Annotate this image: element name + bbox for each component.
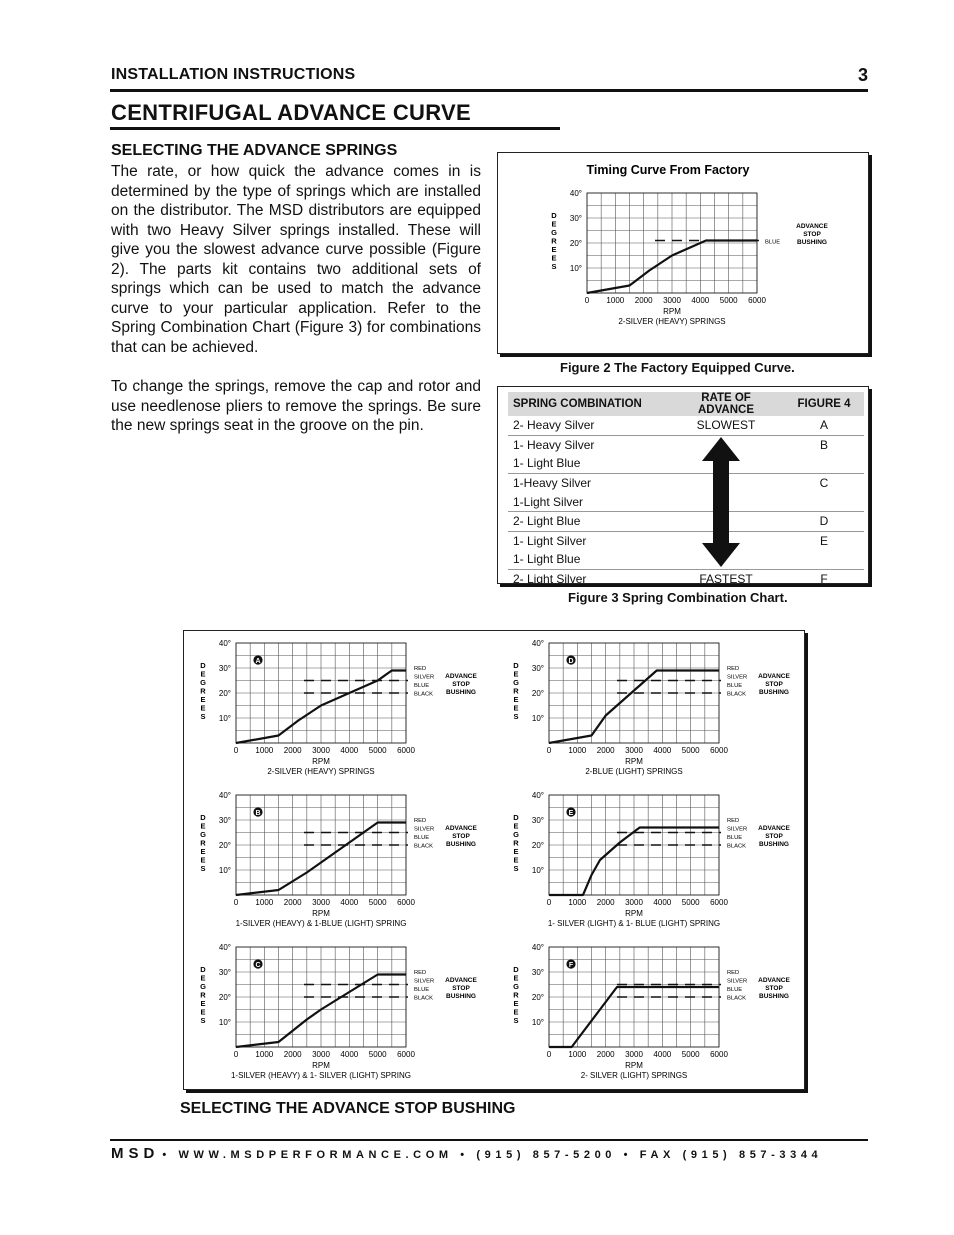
y-tick-label: 20° (218, 841, 231, 850)
y-axis-letter: G (200, 830, 206, 839)
y-axis-letter: E (513, 847, 519, 856)
bushing-label: BUSHING (446, 841, 476, 848)
y-axis-letter: R (200, 838, 206, 848)
bushing-label: BUSHING (797, 239, 827, 246)
figure-2-caption: Figure 2 The Factory Equipped Curve. (560, 360, 795, 375)
spring-cell: 1-Light Silver (508, 492, 668, 511)
chart-D (513, 639, 790, 776)
x-tick-label: 4000 (340, 1050, 359, 1059)
chart-subtitle: 2- SILVER (LIGHT) SPRINGS (580, 1071, 688, 1080)
y-tick-label: 20° (531, 841, 544, 850)
y-axis-letter: S (513, 712, 519, 721)
bushing-label: BUSHING (759, 993, 789, 1000)
paragraph-change-springs: To change the springs, remove the cap and rotor and use needlenose pliers to remove the springs. Be sure the new springs seat in the groove on the pin. (111, 378, 481, 434)
table-row (508, 569, 864, 588)
y-axis-letter: E (513, 973, 519, 983)
chart-subtitle: 2-SILVER (HEAVY) SPRINGS (618, 317, 726, 326)
header-title: INSTALLATION INSTRUCTIONS (111, 66, 356, 83)
chart-factory (551, 189, 828, 326)
x-tick-label: 6000 (710, 746, 728, 755)
y-axis-letter: E (200, 703, 206, 713)
spring-cell: 2- Light Silver (513, 572, 587, 587)
x-tick-label: 4000 (691, 296, 710, 305)
table-header-combination: SPRING COMBINATION (508, 392, 668, 416)
chart-E (513, 791, 790, 928)
y-tick-label: 10° (569, 264, 582, 273)
figure-marker-letter: B (255, 810, 261, 817)
y-axis-letter: E (200, 847, 206, 856)
x-tick-label: 0 (233, 898, 239, 907)
x-tick-label: 5000 (681, 1050, 700, 1059)
stop-label: BLUE (414, 987, 430, 993)
y-axis-letter: G (513, 678, 519, 687)
x-tick-label: 2000 (283, 898, 302, 907)
factory-timing-chart (498, 153, 868, 353)
y-axis-letter: G (551, 228, 557, 237)
stop-label: RED (727, 970, 740, 976)
y-axis-letter: D (551, 211, 557, 220)
figure-cell: B (819, 437, 828, 452)
x-tick-label: 2000 (634, 296, 653, 305)
x-tick-label: 1000 (255, 1050, 274, 1059)
subheading-stop-bushing: SELECTING THE ADVANCE STOP BUSHING (180, 1100, 516, 1117)
x-tick-label: 3000 (312, 898, 330, 907)
y-axis-letter: S (200, 712, 206, 721)
x-tick-label: 1000 (568, 898, 587, 907)
stop-label: SILVER (414, 978, 435, 985)
y-tick-label: 40° (218, 791, 231, 800)
bushing-label: BUSHING (759, 689, 789, 696)
y-axis-letter: E (200, 821, 206, 831)
stop-label: BLUE (765, 239, 781, 246)
stop-label: SILVER (727, 674, 748, 681)
table-row (508, 531, 864, 550)
y-axis-letter: E (551, 219, 557, 229)
x-tick-label: 3000 (625, 1050, 643, 1059)
y-tick-label: 30° (531, 968, 544, 977)
stop-label: BLUE (414, 835, 430, 841)
stop-label: RED (727, 666, 740, 672)
table-header-rate: RATE OF ADVANCE (668, 392, 784, 416)
bushing-label: STOP (765, 985, 783, 992)
x-tick-label: 4000 (340, 746, 359, 755)
spring-cell: 1-Heavy Silver (513, 476, 592, 491)
stop-label: SILVER (727, 826, 748, 833)
bushing-label: STOP (452, 681, 470, 688)
y-tick-label: 30° (218, 664, 231, 673)
y-axis-letter: E (513, 703, 519, 713)
bushing-label: ADVANCE (796, 223, 828, 230)
chart-subtitle: 2-BLUE (LIGHT) SPRINGS (585, 767, 683, 776)
stop-label: BLUE (414, 683, 430, 689)
spring-cell: 1- Light Blue (508, 454, 668, 473)
x-tick-label: 1000 (255, 746, 274, 755)
y-tick-label: 40° (218, 943, 231, 952)
x-tick-label: 3000 (663, 296, 681, 305)
y-tick-label: 10° (218, 714, 231, 723)
x-tick-label: 5000 (368, 1050, 387, 1059)
y-axis-letter: E (200, 855, 206, 865)
bushing-label: STOP (765, 681, 783, 688)
y-axis-letter: D (200, 661, 206, 670)
y-tick-label: 10° (218, 1018, 231, 1027)
figure-2-title: Timing Curve From Factory (586, 163, 750, 177)
x-tick-label: 3000 (625, 898, 643, 907)
chart-subtitle: 1-SILVER (HEAVY) & 1- SILVER (LIGHT) SPRING (230, 1071, 412, 1080)
x-tick-label: 5000 (368, 746, 387, 755)
y-axis-letter: R (513, 990, 519, 1000)
x-tick-label: 5000 (719, 296, 738, 305)
y-axis-letter: S (513, 864, 519, 873)
stop-label: BLACK (414, 691, 434, 698)
stop-label: SILVER (727, 978, 748, 985)
bushing-label: ADVANCE (758, 825, 790, 832)
y-tick-label: 30° (531, 816, 544, 825)
y-axis-letter: R (200, 990, 206, 1000)
advance-curves-panel (183, 630, 805, 1090)
figure-marker-letter: F (568, 962, 574, 969)
x-tick-label: 1000 (568, 1050, 587, 1059)
x-tick-label: 5000 (368, 898, 387, 907)
bushing-label: ADVANCE (445, 673, 477, 680)
x-tick-label: 1000 (568, 746, 587, 755)
y-tick-label: 30° (569, 214, 582, 223)
x-tick-label: 1000 (606, 296, 625, 305)
table-row (508, 511, 864, 531)
y-axis-letter: G (200, 678, 206, 687)
y-axis-letter: R (513, 838, 519, 848)
bushing-label: ADVANCE (445, 977, 477, 984)
bushing-label: ADVANCE (445, 825, 477, 832)
table-row (508, 416, 864, 435)
figure-cell: F (820, 572, 828, 587)
bushing-label: BUSHING (759, 841, 789, 848)
bushing-label: STOP (803, 231, 821, 238)
spring-combination-table (508, 392, 864, 588)
footer-divider (110, 1139, 868, 1141)
y-tick-label: 30° (218, 816, 231, 825)
table-row (508, 473, 864, 492)
table-header-figure: FIGURE 4 (784, 392, 864, 416)
stop-label: BLACK (727, 691, 747, 698)
subheading-advance-springs: SELECTING THE ADVANCE SPRINGS (111, 142, 398, 159)
y-tick-label: 20° (218, 993, 231, 1002)
figure-cell: A (784, 416, 864, 435)
bushing-label: BUSHING (446, 689, 476, 696)
footer (111, 1145, 871, 1162)
y-axis-letter: E (200, 973, 206, 983)
x-tick-label: 2000 (596, 746, 615, 755)
x-axis-label: RPM (312, 1061, 330, 1070)
x-tick-label: 0 (233, 746, 239, 755)
spring-cell: 2- Light Blue (508, 511, 668, 531)
x-tick-label: 0 (546, 898, 552, 907)
y-tick-label: 20° (218, 689, 231, 698)
y-axis-letter: R (513, 686, 519, 696)
y-tick-label: 10° (218, 866, 231, 875)
stop-label: RED (414, 970, 427, 976)
y-tick-label: 10° (531, 714, 544, 723)
header-divider (110, 89, 868, 92)
chart-subtitle: 2-SILVER (HEAVY) SPRINGS (267, 767, 375, 776)
y-tick-label: 20° (531, 993, 544, 1002)
figure-marker-letter: A (255, 658, 261, 665)
y-tick-label: 10° (531, 866, 544, 875)
y-axis-letter: S (200, 864, 206, 873)
bushing-label: STOP (765, 833, 783, 840)
x-axis-label: RPM (312, 909, 330, 918)
y-axis-letter: E (513, 999, 519, 1008)
x-tick-label: 0 (233, 1050, 239, 1059)
stop-label: SILVER (414, 674, 435, 681)
stop-label: BLACK (727, 995, 747, 1002)
y-axis-letter: S (513, 1016, 519, 1025)
y-tick-label: 10° (531, 1018, 544, 1027)
x-tick-label: 0 (546, 746, 552, 755)
y-axis-letter: E (200, 695, 206, 704)
y-tick-label: 30° (218, 968, 231, 977)
y-axis-letter: D (513, 965, 519, 974)
x-tick-label: 3000 (312, 746, 330, 755)
figure-marker-letter: C (255, 962, 261, 969)
bushing-label: BUSHING (446, 993, 476, 1000)
x-tick-label: 0 (546, 1050, 552, 1059)
paragraph-springs-intro: The rate, or how quick the advance comes in is determined by the type of springs which are installed on the distributor. The MSD distributors are equipped with two Heavy Silver springs installed. These will give you the slowest advance curve possible (Figure 2). The parts kit contains two additional sets of springs which can be used to match the advance curve to your particular application. Refer to the Spring Combination Chart (Figure 3) for combinations that can be achieved. (111, 163, 481, 356)
x-tick-label: 6000 (397, 746, 415, 755)
spring-cell: 1- Light Silver (513, 533, 587, 548)
x-tick-label: 2000 (596, 898, 615, 907)
y-axis-letter: G (200, 982, 206, 991)
stop-label: BLUE (727, 683, 743, 689)
rate-double-arrow-icon (700, 437, 742, 567)
page-number: 3 (857, 65, 868, 85)
stop-label: SILVER (414, 826, 435, 833)
figure-marker-letter: D (568, 658, 574, 665)
y-axis-letter: E (513, 821, 519, 831)
x-tick-label: 6000 (710, 1050, 728, 1059)
x-tick-label: 4000 (340, 898, 359, 907)
section-title: CENTRIFUGAL ADVANCE CURVE (111, 100, 471, 125)
y-axis-letter: R (551, 236, 557, 246)
x-tick-label: 0 (584, 296, 590, 305)
chart-B (200, 791, 477, 928)
x-tick-label: 1000 (255, 898, 274, 907)
spring-cell: 2- Heavy Silver (508, 416, 668, 435)
y-axis-letter: E (513, 695, 519, 704)
spring-cell: 1- Heavy Silver (513, 437, 595, 452)
figure-cell: E (819, 533, 828, 548)
x-tick-label: 6000 (397, 1050, 415, 1059)
figure-3-caption: Figure 3 Spring Combination Chart. (568, 590, 788, 605)
y-tick-label: 40° (531, 791, 544, 800)
stop-label: BLUE (727, 835, 743, 841)
x-tick-label: 4000 (653, 746, 672, 755)
table-row-continued (508, 492, 864, 511)
y-axis-letter: S (200, 1016, 206, 1025)
figure-cell: D (784, 511, 864, 531)
chart-subtitle: 1- SILVER (LIGHT) & 1- BLUE (LIGHT) SPRING (547, 919, 721, 928)
x-axis-label: RPM (625, 1061, 643, 1070)
chart-F (513, 943, 790, 1080)
x-tick-label: 5000 (681, 746, 700, 755)
y-tick-label: 40° (218, 639, 231, 648)
y-axis-letter: E (200, 669, 206, 679)
stop-label: RED (414, 818, 427, 824)
chart-C (200, 943, 477, 1080)
x-axis-label: RPM (625, 757, 643, 766)
bushing-label: ADVANCE (758, 673, 790, 680)
y-tick-label: 30° (531, 664, 544, 673)
y-tick-label: 40° (531, 639, 544, 648)
footer-contact: • WWW.MSDPERFORMANCE.COM • (915) 857-5200 • FAX (915) 857-3344 (162, 1149, 823, 1161)
stop-label: BLACK (414, 843, 434, 850)
rate-cell: FASTEST (699, 572, 753, 587)
rate-cell: SLOWEST (668, 416, 784, 435)
x-tick-label: 6000 (710, 898, 728, 907)
table-row (508, 435, 864, 454)
bushing-label: STOP (452, 833, 470, 840)
x-tick-label: 2000 (283, 1050, 302, 1059)
y-axis-letter: E (551, 245, 557, 254)
x-tick-label: 4000 (653, 1050, 672, 1059)
table-row-continued (508, 550, 864, 569)
y-axis-letter: R (200, 686, 206, 696)
table-row-continued (508, 454, 864, 473)
y-axis-letter: E (200, 999, 206, 1008)
y-tick-label: 20° (569, 239, 582, 248)
figure-2-panel (497, 152, 869, 354)
y-tick-label: 40° (569, 189, 582, 198)
x-tick-label: 6000 (748, 296, 766, 305)
section-title-underline (110, 127, 560, 130)
x-tick-label: 3000 (625, 746, 643, 755)
footer-brand: MSD (111, 1145, 160, 1162)
y-tick-label: 20° (531, 689, 544, 698)
stop-label: BLACK (414, 995, 434, 1002)
y-axis-letter: D (513, 813, 519, 822)
y-axis-letter: D (513, 661, 519, 670)
x-axis-label: RPM (663, 307, 681, 316)
stop-label: RED (414, 666, 427, 672)
y-axis-letter: E (513, 855, 519, 865)
x-tick-label: 6000 (397, 898, 415, 907)
figure-marker-letter: E (568, 810, 574, 817)
figure-cell: C (819, 476, 829, 491)
x-axis-label: RPM (625, 909, 643, 918)
chart-subtitle: 1-SILVER (HEAVY) & 1-BLUE (LIGHT) SPRING (235, 919, 407, 928)
y-axis-letter: E (513, 1007, 519, 1017)
bushing-label: STOP (452, 985, 470, 992)
y-axis-letter: G (513, 982, 519, 991)
x-tick-label: 3000 (312, 1050, 330, 1059)
bushing-label: ADVANCE (758, 977, 790, 984)
y-axis-letter: D (200, 813, 206, 822)
chart-A (200, 639, 477, 776)
y-tick-label: 40° (531, 943, 544, 952)
advance-curves-charts (184, 631, 804, 1089)
x-tick-label: 4000 (653, 898, 672, 907)
spring-cell: 1- Light Blue (508, 550, 668, 569)
x-axis-label: RPM (312, 757, 330, 766)
y-axis-letter: G (513, 830, 519, 839)
stop-label: BLACK (727, 843, 747, 850)
y-axis-letter: E (513, 669, 519, 679)
stop-label: RED (727, 818, 740, 824)
y-axis-letter: S (551, 262, 557, 271)
y-axis-letter: E (200, 1007, 206, 1017)
x-tick-label: 2000 (283, 746, 302, 755)
y-axis-letter: D (200, 965, 206, 974)
y-axis-letter: E (551, 253, 557, 263)
x-tick-label: 5000 (681, 898, 700, 907)
stop-label: BLUE (727, 987, 743, 993)
x-tick-label: 2000 (596, 1050, 615, 1059)
